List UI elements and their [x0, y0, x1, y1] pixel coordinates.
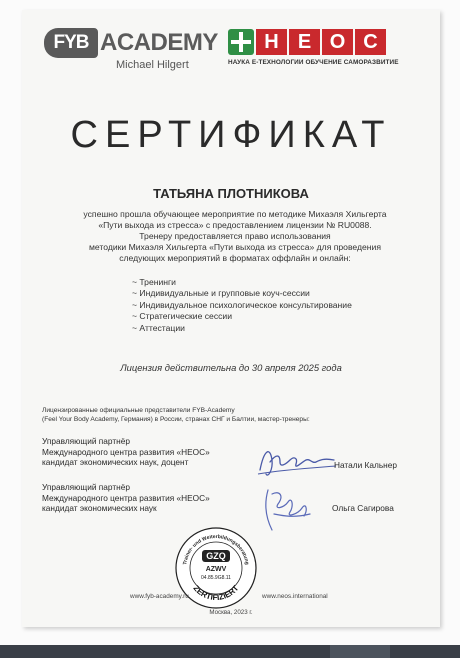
license-validity: Лицензия действительна до 30 апреля 2025 года: [120, 362, 342, 373]
list-item: ~ Индивидуальное психологическое консультирование: [132, 299, 352, 310]
body-line: следующих мероприятий в форматах оффлайн и онлайн:: [119, 253, 351, 263]
neos-letter: Н: [256, 29, 287, 55]
body-line: «Пути выхода из стресса» с предоставлением лицензии № RU0088.: [98, 220, 372, 230]
svg-text:AZWV: AZWV: [205, 566, 227, 573]
fyb-logo-mark: FYB: [44, 28, 98, 58]
signer-name-1: Натали Кальнер: [334, 460, 397, 470]
bottom-bar-segment: [330, 645, 390, 658]
activities-list: [132, 277, 352, 334]
partner-line: Управляющий партнёр: [42, 482, 130, 492]
partner-line: Управляющий партнёр: [42, 436, 130, 446]
reps-line: Лицензированные официальные представители FYB-Academy: [42, 407, 235, 414]
fyb-academy-logo: [44, 28, 218, 80]
list-item: ~ Индивидуальные и групповые коуч-сессии: [132, 288, 310, 299]
recipient-name: ТАТЬЯНА ПЛОТНИКОВА: [153, 186, 309, 201]
svg-text:ZERTIFIZIERT: ZERTIFIZIERT: [191, 583, 241, 603]
neos-logo: [228, 29, 406, 75]
fyb-website-url: www.fyb-academy.ru: [130, 593, 189, 600]
neos-website-url: www.neos.international: [262, 593, 328, 600]
svg-text:Trainer- und Weiterbildungsber: Trainer- und Weiterbildungsberatung: [182, 533, 250, 566]
partner-line: Международного центра развития «НЕОС»: [42, 492, 210, 503]
body-line: методики Михаэля Хильгерта «Пути выхода из стресса» для проведения: [88, 242, 382, 252]
neos-letter: О: [322, 29, 353, 55]
body-line: Тренеру предоставляется право использования: [139, 231, 331, 241]
place-date: Москва, 2023 г.: [209, 609, 253, 616]
signature-kalner: [250, 440, 338, 486]
list-item: ~ Аттестации: [132, 322, 185, 333]
signature-sagirova: [254, 484, 314, 534]
partner-line: кандидат экономических наук, доцент: [42, 457, 189, 467]
certificate-title: СЕРТИФИКАТ: [70, 114, 392, 156]
fyb-logo-word: ACADEMY: [100, 29, 218, 56]
fyb-logo-subtitle: Michael Hilgert: [116, 59, 189, 71]
body-line: успешно прошла обучающее мероприятие по методике Михаэля Хильгерта: [83, 209, 387, 219]
partner-block-2: [42, 482, 210, 514]
neos-tagline: НАУКА Е-ТЕХНОЛОГИИ ОБУЧЕНИЕ САМОРАЗВИТИЕ: [228, 59, 399, 66]
partner-line: кандидат экономических наук: [42, 503, 157, 513]
neos-emblem-icon: [228, 29, 254, 55]
list-item: ~ Стратегические сессии: [132, 311, 233, 322]
neos-letter: С: [355, 29, 386, 55]
partner-block-1: [42, 436, 210, 468]
svg-text:04.85.9G8.11: 04.85.9G8.11: [201, 575, 231, 581]
signer-name-2: Ольга Сагирова: [332, 503, 394, 513]
neos-letter: Е: [289, 29, 320, 55]
list-item: ~ Тренинги: [132, 277, 176, 287]
partner-line: Международного центра развития «НЕОС»: [42, 446, 210, 457]
bottom-bar: [0, 645, 460, 658]
neos-logo-letters: [256, 29, 386, 55]
svg-text:GZQ: GZQ: [206, 551, 226, 561]
reps-line: (Feel Your Body Academy, Германия) в России, странах СНГ и Балтии, мастер-тренеры:: [42, 415, 310, 423]
certificate-body: [40, 209, 430, 264]
representatives-note: [42, 407, 310, 424]
